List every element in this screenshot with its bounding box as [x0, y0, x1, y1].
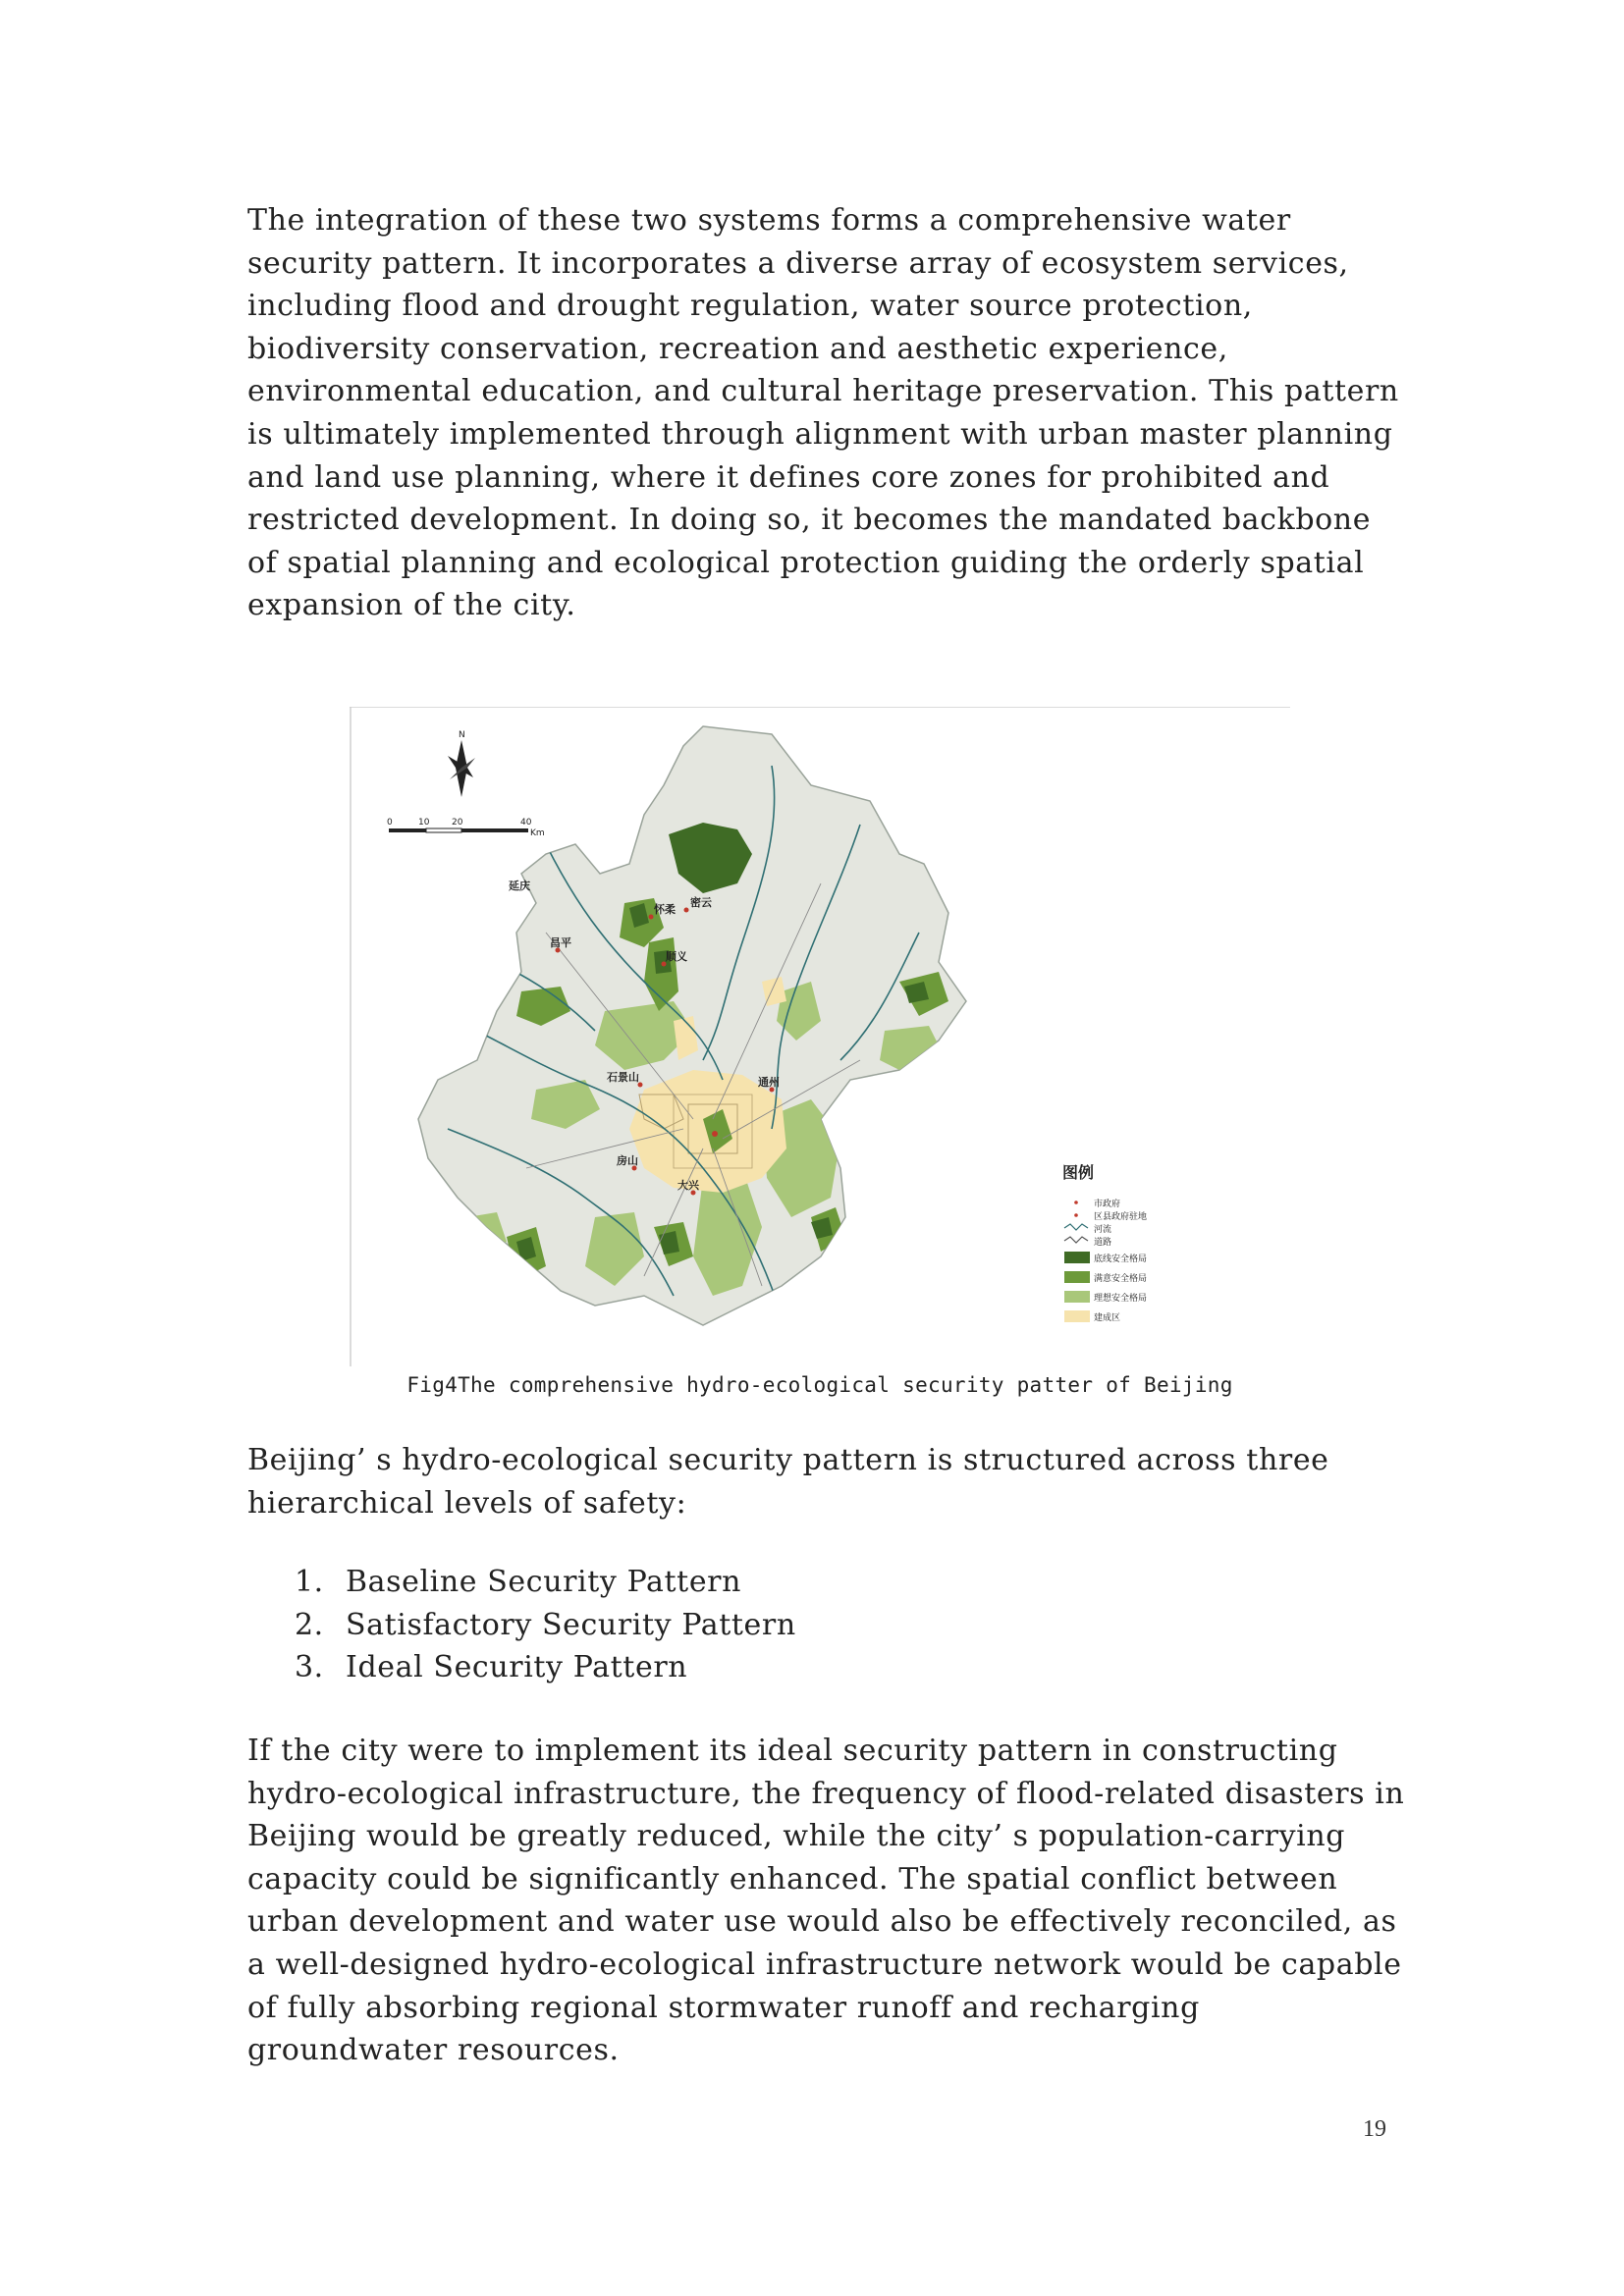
list-number: 1.: [295, 1565, 324, 1599]
figure-caption: Fig4The comprehensive hydro-ecological security patter of Beijing: [406, 1373, 1233, 1397]
scale-bar: [387, 818, 545, 838]
list-number: 2.: [295, 1607, 324, 1642]
svg-text:Km: Km: [530, 828, 545, 838]
north-arrow-icon: [448, 730, 475, 797]
page-number: 19: [1363, 2116, 1386, 2142]
list-item: [295, 1561, 796, 1604]
list-item-text: Satisfactory Security Pattern: [346, 1607, 796, 1642]
svg-text:市政府: 市政府: [1094, 1200, 1121, 1209]
svg-text:建成区: 建成区: [1094, 1313, 1121, 1323]
list-item-text: Baseline Security Pattern: [346, 1565, 742, 1599]
beijing-security-pattern-map: [350, 707, 1290, 1366]
body-paragraph: Beijing’ s hydro-ecological security pattern is structured across three hierarchical levels of safety:: [247, 1443, 1329, 1521]
hydro-ecological-map-figure: [350, 707, 1290, 1366]
beijing-boundary: [408, 726, 966, 1325]
svg-text:N: N: [459, 730, 465, 740]
svg-text:底线安全格局: 底线安全格局: [1094, 1255, 1148, 1264]
place-label: 怀柔: [654, 903, 676, 916]
list-number: 3.: [295, 1650, 324, 1685]
place-label: 通州: [758, 1076, 780, 1089]
list-item: [295, 1646, 796, 1689]
place-label: 石景山: [607, 1071, 639, 1084]
place-label: 昌平: [550, 936, 571, 949]
place-label: 顺义: [666, 950, 687, 963]
svg-text:10: 10: [418, 818, 430, 828]
list-item: [295, 1604, 796, 1647]
place-label: 延庆: [509, 880, 530, 892]
body-paragraph: If the city were to implement its ideal security pattern in constructing hydro-ecological infrastructure, the frequency of flood-related disasters in Beijing would be greatly reduced, while the city’ s population-carrying capacity could be significantly enhanced. The spatial conflict between urban development and water use would also be effectively reconciled, as a well-designed hydro-ecological infrastructure network would be capable of fully absorbing regional stormwater runoff and recharging groundwater resources.: [247, 1734, 1405, 2068]
place-label: 密云: [690, 896, 712, 909]
svg-text:40: 40: [520, 818, 532, 828]
svg-text:区县政府驻地: 区县政府驻地: [1094, 1212, 1148, 1222]
svg-text:20: 20: [452, 818, 463, 828]
legend-title: 图例: [1062, 1163, 1095, 1182]
svg-text:理想安全格局: 理想安全格局: [1094, 1294, 1148, 1304]
map-legend: [1062, 1163, 1147, 1323]
security-levels-list: [295, 1561, 796, 1689]
body-paragraph: The integration of these two systems forms a comprehensive water security pattern. It incorporates a diverse array of ecosystem services, including flood and drought regulation, water source protection, biodiversity conservation, recreation and aesthetic experience, environmental education, and cultural heritage preservation. This pattern is ultimately implemented through alignment with urban master planning and land use planning, where it defines core zones for prohibited and restricted development. In doing so, it becomes the mandated backbone of spatial planning and ecological protection guiding the orderly spatial expansion of the city.: [247, 203, 1399, 623]
place-label: 房山: [617, 1154, 638, 1167]
list-item-text: Ideal Security Pattern: [346, 1650, 688, 1685]
svg-text:道路: 道路: [1094, 1238, 1112, 1248]
svg-text:满意安全格局: 满意安全格局: [1094, 1274, 1148, 1284]
place-label: 大兴: [677, 1179, 699, 1192]
svg-text:0: 0: [387, 818, 393, 828]
svg-text:河流: 河流: [1094, 1225, 1112, 1235]
